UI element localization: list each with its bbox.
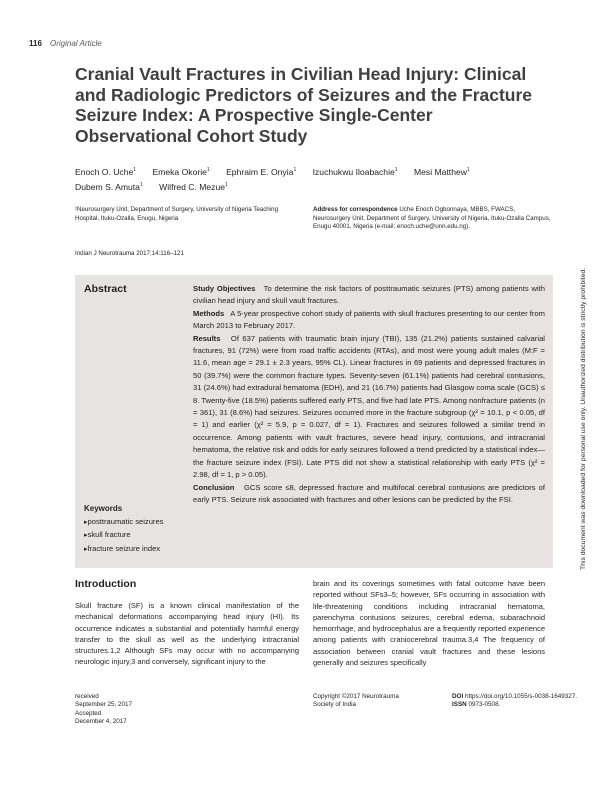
abstract-methods: Methods A 5-year prospective cohort study of patients with skull fractures presenting to our center from March 2013 to February 2017. bbox=[193, 308, 545, 331]
keywords-heading: Keywords bbox=[84, 504, 123, 513]
abstract-objectives: Study Objectives To determine the risk factors of posttraumatic seizures (PTS) among patients with civilian head injury and skull vault fractures. bbox=[193, 284, 545, 306]
keyword: ▸ posttraumatic seizures bbox=[84, 516, 163, 529]
keywords-list bbox=[84, 516, 163, 556]
abstract-body bbox=[193, 283, 545, 506]
keyword: ▸ skull fracture bbox=[84, 529, 163, 542]
article-type: Original Article bbox=[50, 39, 102, 48]
author: Ephraim E. Onyia$^1$ bbox=[226, 166, 297, 177]
author: Mesi Matthew$^1$ bbox=[413, 166, 470, 177]
paragraph: brain and its coverings sometimes with fatal outcome have been reported without SFs3–5; however, SFs occurring in association with life-threatening conditions including intracranial hematoma, parenchyma contusions seizures, cerebral edema, subarachnoid hemorrhage, and hydrocephalus are a frequently reported experience among patients with craniocerebral trauma.3,4 The frequency of association between cranial vault fractures and these lesions generally and seizures specifically bbox=[313, 579, 545, 668]
abstract-heading: Abstract bbox=[84, 283, 127, 295]
body-column-right bbox=[313, 578, 545, 668]
author: Emeka Okorie$^1$ bbox=[152, 166, 210, 177]
article-title: Cranial Vault Fractures in Civilian Head Injury: Clinical and Radiologic Predictors of Seizures and the Fracture Seizure Index: A Prospective Single-Center Observational Cohort Study bbox=[75, 64, 533, 146]
correspondence-label: Address for correspondence bbox=[313, 206, 398, 213]
affiliation: ¹Neurosurgery Unit, Department of Surgery, University of Nigeria Teaching Hospital, Ituku-Ozalla, Enugu, Nigeria bbox=[75, 206, 279, 222]
page-number: 116 bbox=[29, 39, 42, 48]
keyword: ▸ fracture seizure index bbox=[84, 543, 163, 556]
correspondence-text: Uche Enoch Ogbonnaya, MBBS, FWACS, Neurosurgery Unit, Department of Surgery, University of Nigeria, Ituku-Ozalla Campus, Enugu 40001, Nigeria (e-mail: enoch.uche@unn.edu.ng). bbox=[313, 206, 551, 231]
copyright: Copyright ©2017 Neurotrauma Society of India bbox=[313, 693, 399, 709]
journal-reference: Indian J Neurotrauma 2017;14:116–121 bbox=[75, 250, 184, 257]
author: Izuchukwu Iloabachie$^1$ bbox=[312, 166, 398, 177]
body-column-left bbox=[75, 600, 299, 668]
abstract-conclusion: Conclusion GCS score ≤8, depressed fracture and multifocal cerebral contusions are predictors of early PTS. Seizure risk associated with fractures and other lesions can be predicted by the FSI. bbox=[193, 482, 545, 504]
section-heading: Introduction bbox=[75, 578, 137, 590]
author: Enoch O. Uche$^1$ bbox=[75, 166, 137, 177]
doi-link[interactable]: https://doi.org/10.1055/s-0038-1649327. bbox=[464, 693, 577, 700]
paragraph: Skull fracture (SF) is a known clinical manifestation of the mechanical deformations accompanying head injury (HI). Its occurrence indicates a substantial and potentially harmful energy transfer to the skull as well as the underlying intracranial structures.1,2 Although SFs may occur with no accompanying neurologic injury,3 and conversely, significant injury to the bbox=[75, 601, 299, 667]
doi-issn: DOI https://doi.org/10.1055/s-0038-1649327. ISSN 0973-0508. bbox=[452, 693, 577, 709]
author: Dubem S. Amuta$^1$ bbox=[75, 181, 143, 192]
author-list bbox=[75, 164, 545, 194]
author: Wilfred C. Mezue$^1$ bbox=[159, 181, 228, 192]
correspondence bbox=[313, 206, 553, 232]
abstract-results: Results Of 637 patients with traumatic brain injury (TBI), 135 (21.2%) patients sustained calvarial fractures, 91 (72%) were from road traffic accidents (RTAs), and most were young adult males (M:F = 11.6, mean age = 29.1 ± 2.3 years, 95% CL). Linear fractures in 69 patients and depressed fractures in 50 (39.7%) were the common fracture types. Seventy-seven (61.1%) patients had cerebral contusions, 31 (24.6%) had extradural hematoma (EDH), and 21 (16.7%) patients had Glasgow coma scale (GCS) ≤ 8. Twenty-five (18.5%) patients suffered early PTS, and five had late PTS. Among nonfracture patients (n = 361), 31 (8.6%) had seizures. Seizures occurred more in the fracture subgroup (χ² = 10.1, p < 0.05, df = 1) and earlier (χ² = 5.9, p = 0.027, df = 1). Fractures and seizures followed a similar trend in occurrence. Among patients with vault fractures, severe head injury, contusions, and intracranial hematoma, the relative risk and odds for early seizures followed a trend predicted by a statistical index—the fracture seizure index (FSI). Late PTS did not show a statistical relationship with early PTS (χ² = 2.98, df = 1, p > 0.05). bbox=[193, 333, 545, 480]
download-notice: This document was downloaded for personal use only. Unauthorized distribution is strictly prohibited. bbox=[580, 267, 587, 570]
article-dates: received September 25, 2017 Accepted December 4, 2017 bbox=[75, 693, 133, 725]
